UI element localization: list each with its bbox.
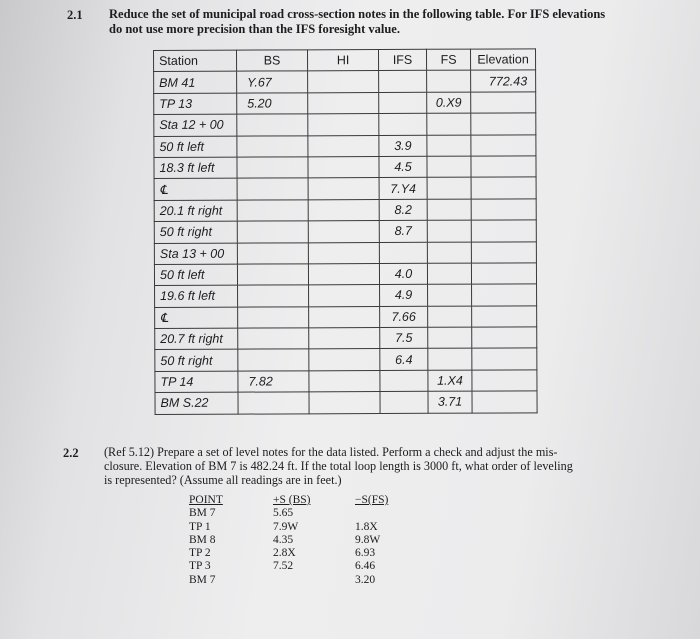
- table-row: [154, 134, 536, 157]
- bs-item: 7.9W: [273, 520, 299, 533]
- cell-ifs: [379, 113, 427, 135]
- cell-hi: [308, 199, 379, 221]
- cell-bs: 7.82: [238, 371, 309, 393]
- cell-hi: [309, 285, 380, 307]
- cell-elevation: [471, 241, 536, 263]
- column-header-fs: FS: [426, 49, 470, 71]
- cell-elevation: [471, 156, 536, 178]
- cell-fs: [427, 199, 471, 221]
- cell-station: 19.6 ft left: [155, 285, 238, 307]
- problem-2-2-line-3: is represented? (Assume all readings are in feet.): [104, 473, 342, 487]
- cell-elevation: [471, 134, 536, 156]
- table-header-row: [154, 49, 536, 72]
- table-row: [154, 70, 536, 93]
- point-item: TP 2: [189, 547, 211, 560]
- fs-item: 6.93: [355, 547, 376, 560]
- cell-ifs: 4.5: [379, 156, 427, 178]
- cell-elevation: [472, 327, 537, 349]
- cell-ifs: [379, 242, 427, 264]
- table-row: [155, 306, 537, 329]
- cell-hi: [308, 92, 379, 114]
- column-header-hi: HI: [308, 50, 379, 72]
- cell-elevation: [472, 306, 537, 328]
- cell-bs: [237, 242, 308, 264]
- cell-station: Sta 12 + 00: [154, 114, 237, 136]
- cell-fs: [428, 284, 472, 306]
- cell-hi: [308, 178, 379, 200]
- cell-station: TP 14: [155, 371, 238, 393]
- bs-item: 2.8X: [273, 547, 296, 560]
- cell-bs: [237, 200, 308, 222]
- cell-station: 50 ft right: [155, 350, 238, 372]
- cell-station: 50 ft right: [154, 221, 237, 243]
- bs-list: [273, 507, 310, 573]
- cell-ifs: 8.7: [379, 220, 427, 242]
- problem-2-2-line-2: closure. Elevation of BM 7 is 482.24 ft. If the total loop length is 3000 ft, what order of leveling: [104, 459, 573, 473]
- cell-fs: [428, 306, 472, 328]
- table-row: [154, 156, 536, 179]
- cell-fs: [427, 156, 471, 178]
- cell-station: 50 ft left: [154, 136, 237, 158]
- bs-item: 7.52: [273, 560, 294, 573]
- cell-bs: [238, 392, 309, 414]
- cell-fs: [427, 71, 471, 93]
- cell-bs: [238, 285, 309, 307]
- cell-hi: [309, 328, 380, 350]
- cell-fs: 3.71: [428, 391, 472, 413]
- cell-bs: [238, 328, 309, 350]
- cell-bs: [237, 114, 308, 136]
- cell-station: 50 ft left: [154, 264, 237, 286]
- bs-header: +S (BS): [273, 494, 311, 506]
- cell-hi: [308, 71, 379, 93]
- cell-fs: [427, 220, 471, 242]
- cell-ifs: [379, 92, 427, 114]
- cell-elevation: 772.43: [471, 70, 536, 92]
- point-header: POINT: [189, 494, 223, 506]
- cell-ifs: [379, 71, 427, 93]
- cell-bs: [237, 135, 308, 157]
- fs-header: −S(FS): [355, 494, 389, 506]
- cell-station: 20.7 ft right: [155, 328, 238, 350]
- table-row: [154, 92, 536, 115]
- column-header-station: Station: [154, 50, 237, 72]
- problem-2-1-line-1: Reduce the set of municipal road cross-section notes in the following table. For IFS elevations: [109, 7, 606, 21]
- cell-hi: [308, 135, 379, 157]
- cell-station: Sta 13 + 00: [154, 243, 237, 265]
- cell-fs: [427, 113, 471, 135]
- table-body: [154, 70, 537, 414]
- table-row: [155, 284, 537, 307]
- cell-ifs: 3.9: [379, 135, 427, 157]
- cell-bs: [237, 264, 308, 286]
- cell-hi: [308, 263, 379, 285]
- table-row: [155, 391, 537, 414]
- table-row: [154, 220, 536, 243]
- table-row: [154, 199, 536, 222]
- point-item: TP 3: [189, 560, 211, 573]
- cell-ifs: 6.4: [380, 349, 428, 371]
- cell-station: TP 13: [154, 93, 237, 115]
- column-header-bs: BS: [237, 50, 308, 72]
- problem-2-1-line-2: do not use more precision than the IFS foresight value.: [109, 22, 400, 36]
- cell-elevation: [471, 220, 536, 242]
- cell-fs: [427, 177, 471, 199]
- cell-fs: [427, 242, 471, 264]
- fs-item: 1.8X: [355, 520, 378, 533]
- cell-station: 20.1 ft right: [154, 200, 237, 222]
- point-list: [189, 507, 223, 587]
- table-row: [154, 263, 536, 286]
- table-row: [154, 177, 536, 200]
- bs-item: 4.35: [273, 533, 294, 546]
- cell-hi: [309, 392, 380, 414]
- bs-item: 5.65: [273, 507, 294, 520]
- cell-station: ℄: [155, 307, 238, 329]
- cell-elevation: [472, 370, 537, 392]
- cell-hi: [308, 221, 379, 243]
- cell-hi: [309, 349, 380, 371]
- fs-item: 3.20: [355, 573, 376, 586]
- table-row: [155, 327, 537, 350]
- problem-2-2-text: [104, 445, 573, 487]
- cell-elevation: [472, 391, 537, 413]
- table-row: [154, 113, 536, 136]
- bs-column: [273, 494, 310, 574]
- fs-column: [355, 494, 388, 587]
- cell-bs: [238, 307, 309, 329]
- cell-fs: [427, 135, 471, 157]
- column-header-elevation: Elevation: [470, 49, 535, 71]
- cell-elevation: [472, 348, 537, 370]
- cell-ifs: 7.66: [380, 306, 428, 328]
- cell-bs: [237, 221, 308, 243]
- cell-elevation: [471, 92, 536, 114]
- cell-hi: [308, 114, 379, 136]
- cell-station: 18.3 ft left: [154, 157, 237, 179]
- cell-bs: Y.67: [237, 71, 308, 93]
- cell-hi: [309, 306, 380, 328]
- cell-bs: [238, 349, 309, 371]
- cell-bs: [237, 178, 308, 200]
- point-item: BM 8: [189, 533, 216, 546]
- cell-bs: 5.20: [237, 93, 308, 115]
- cell-elevation: [472, 284, 537, 306]
- cell-hi: [308, 156, 379, 178]
- fs-list: [355, 521, 388, 587]
- problem-2-1-number: 2.1: [67, 8, 83, 22]
- cell-ifs: 4.0: [379, 263, 427, 285]
- cell-ifs: 7.5: [380, 327, 428, 349]
- cell-station: BM 41: [154, 72, 237, 94]
- cell-fs: [427, 263, 471, 285]
- cell-elevation: [471, 113, 536, 135]
- cell-ifs: [380, 370, 428, 392]
- cell-fs: 1.X4: [428, 370, 472, 392]
- table-row: [155, 348, 537, 371]
- point-item: TP 1: [189, 520, 211, 533]
- problem-2-1-text: [109, 7, 605, 37]
- cell-fs: [428, 327, 472, 349]
- cell-hi: [308, 242, 379, 264]
- cross-section-table: [153, 48, 538, 414]
- point-item: BM 7: [189, 573, 216, 586]
- cell-ifs: 8.2: [379, 199, 427, 221]
- cell-hi: [309, 370, 380, 392]
- table-row: [154, 241, 536, 264]
- cell-fs: [428, 349, 472, 371]
- problem-2-2-line-1: (Ref 5.12) Prepare a set of level notes for the data listed. Perform a check and adjust the mis-: [104, 445, 558, 459]
- point-item: BM 7: [189, 507, 216, 520]
- cell-elevation: [471, 199, 536, 221]
- cell-station: BM S.22: [155, 392, 238, 414]
- cell-ifs: [380, 392, 428, 414]
- cell-elevation: [471, 263, 536, 285]
- fs-item: 6.46: [355, 560, 376, 573]
- cell-ifs: 4.9: [380, 285, 428, 307]
- fs-item: 9.8W: [355, 533, 381, 546]
- cell-bs: [237, 157, 308, 179]
- table-row: [155, 370, 537, 393]
- cell-fs: 0.X9: [427, 92, 471, 114]
- cell-elevation: [471, 177, 536, 199]
- column-header-ifs: IFS: [379, 49, 427, 71]
- cell-ifs: 7.Y4: [379, 178, 427, 200]
- problem-2-2-number: 2.2: [63, 446, 79, 460]
- cell-station: ℄: [154, 178, 237, 200]
- point-column: [189, 494, 223, 587]
